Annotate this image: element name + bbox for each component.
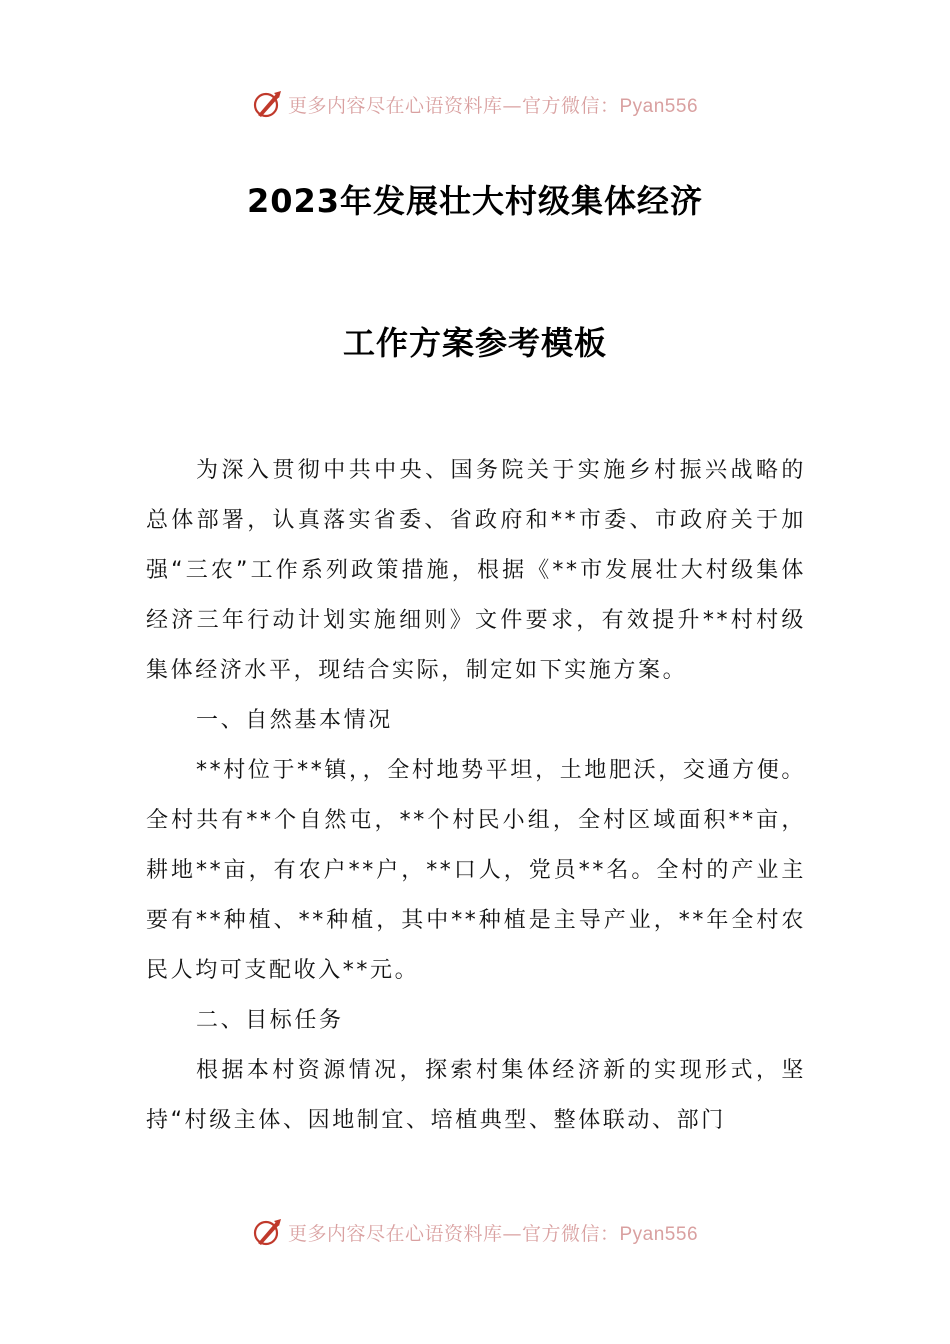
quill-logo-icon [252, 88, 284, 120]
document-title-line-2: 工作方案参考模板 [342, 324, 607, 362]
section-1-paragraph: **村位于**镇，，全村地势平坦，土地肥沃，交通方便。全村共有**个自然屯，**个村民小组，全村区域面积**亩，耕地**亩，有农户**户，**口人，党员**名。全村的产业主要有**种植、**种植，其中**种植是主导产业，**年全村农民人均可支配收入**元。 [146, 758, 806, 983]
watermark-text: 更多内容尽在心语资料库—官方微信：Pyan556 [287, 94, 699, 117]
watermark-wechat-id: Pyan556 [619, 95, 699, 117]
watermark-wechat-id: Pyan556 [619, 1223, 699, 1245]
document-title-line-1: 2023年发展壮大村级集体经济 [246, 182, 704, 220]
quill-logo-icon [252, 1216, 284, 1248]
header-watermark [0, 84, 950, 124]
intro-paragraph: 为深入贯彻中共中央、国务院关于实施乡村振兴战略的总体部署，认真落实省委、省政府和**市委、市政府关于加强“三农”工作系列政策措施，根据《**市发展壮大村级集体经济三年行动计划实施细则》文件要求，有效提升**村村级集体经济水平，现结合实际，制定如下实施方案。 [146, 458, 806, 683]
document-body [146, 446, 806, 1146]
section-heading-2: 二、目标任务 [196, 1008, 344, 1033]
footer-watermark [0, 1212, 950, 1252]
section-2-paragraph: 根据本村资源情况，探索村集体经济新的实现形式，坚持“村级主体、因地制宜、培植典型、整体联动、部门 [146, 1058, 806, 1133]
watermark-text: 更多内容尽在心语资料库—官方微信：Pyan556 [287, 1222, 699, 1245]
section-heading-1: 一、自然基本情况 [196, 708, 393, 733]
